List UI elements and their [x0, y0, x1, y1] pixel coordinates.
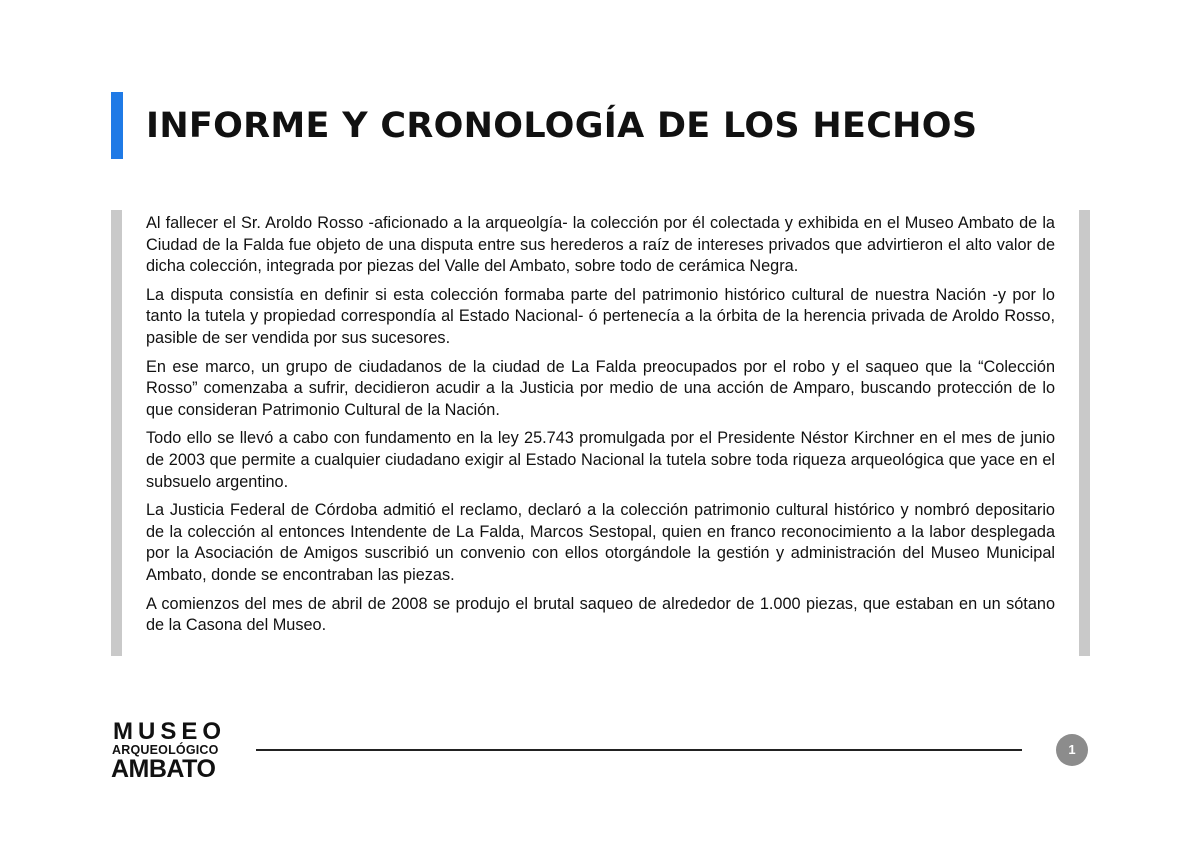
footer-divider	[256, 749, 1022, 751]
content-left-bar	[111, 210, 122, 656]
page-number-badge: 1	[1056, 734, 1088, 766]
paragraph: Todo ello se llevó a cabo con fundamento en la ley 25.743 promulgada por el Presidente Néstor Kirchner en el mes de junio de 2003 que permite a cualquier ciudadano exigir al Estado Nacional la tutela sobre toda riqueza arqueológica que yace en el subsuelo argentino.	[146, 429, 1055, 491]
paragraph: La Justicia Federal de Córdoba admitió el reclamo, declaró a la colección patrimonio cultural histórico y nombró depositario de la colección al entonces Intendente de La Falda, Marcos Sestopal, quien en franco reconocimiento a la labor desplegada por la Asociación de Amigos suscribió un convenio con ellos otorgándole la gestión y administración del Museo Municipal Ambato, donde se encontraban las piezas.	[146, 501, 1055, 584]
logo-line-arqueologico: ARQUEOLÓGICO	[112, 743, 219, 757]
logo-line-ambato: AMBATO	[111, 755, 216, 783]
page-title: INFORME Y CRONOLOGÍA DE LOS HECHOS	[146, 106, 978, 146]
paragraph: La disputa consistía en definir si esta colección formaba parte del patrimonio histórico cultural de nuestra Nación -y por lo tanto la tutela y propiedad correspondía al Estado Nacional- ó pertenecía a la órbita de la herencia privada de Aroldo Rosso, pasible de ser vendida por sus sucesores.	[146, 285, 1055, 347]
report-body	[146, 213, 1055, 644]
logo-line-museo: MUSEO	[113, 718, 227, 745]
title-accent-bar	[111, 92, 123, 159]
paragraph: A comienzos del mes de abril de 2008 se produjo el brutal saqueo de alrededor de 1.000 piezas, que estaban en un sótano de la Casona del Museo.	[146, 594, 1055, 635]
paragraph: En ese marco, un grupo de ciudadanos de la ciudad de La Falda preocupados por el robo y el saqueo que la “Colección Rosso” comenzaba a sufrir, decidieron acudir a la Justicia por medio de una acción de Amparo, buscando protección de lo que consideran Patrimonio Cultural de la Nación.	[146, 357, 1055, 419]
museum-logo	[111, 720, 236, 781]
paragraph: Al fallecer el Sr. Aroldo Rosso -aficionado a la arqueolgía- la colección por él colectada y exhibida en el Museo Ambato de la Ciudad de la Falda fue objeto de una disputa entre sus herederos a raíz de intereses privados que advirtieron el alto valor de dicha colección, integrada por piezas del Valle del Ambato, sobre todo de cerámica Negra.	[146, 214, 1055, 276]
content-right-bar	[1079, 210, 1090, 656]
